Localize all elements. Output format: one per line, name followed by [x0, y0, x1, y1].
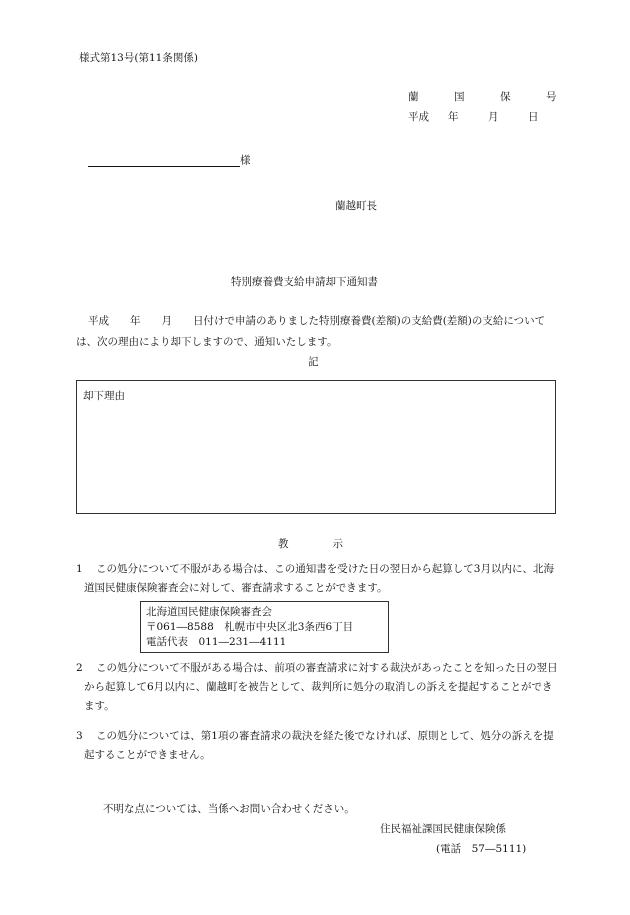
- kyoji-heading: 教示: [278, 538, 387, 550]
- review-board-name: 北海道国民健康保険審査会: [146, 606, 272, 618]
- item-text: この処分については、第1項の審査請求の裁決を経た後でなければ、原則として、処分の訴えを提起することができません。: [84, 730, 554, 761]
- item-text: この処分について不服がある場合は、この通知書を受けた日の翌日から起算して3月以内に、北海道国民健康保険審査会に対して、審査請求することができます。: [84, 563, 554, 594]
- ref-date-part: 日: [528, 111, 539, 123]
- instruction-item: [76, 727, 560, 765]
- ref-number-part: 保: [500, 91, 511, 103]
- review-board-box: [140, 601, 389, 653]
- department-name: 住民福祉課国民健康保険係: [380, 823, 506, 835]
- body-paragraph: 平成 年 月 日付けで申請のありました特別療養費(差額)の支給費(差額)の支給については、次の理由により却下しますので、通知いたします。: [76, 315, 546, 348]
- contact-phone: (電話 57―5111): [436, 843, 527, 855]
- addressee-blank-line: [88, 154, 240, 167]
- instruction-item: [76, 659, 560, 716]
- ref-date-part: 平成: [408, 111, 429, 123]
- instruction-item: [76, 560, 560, 598]
- addressee-suffix: 様: [240, 154, 251, 167]
- review-board-phone: 電話代表 011―231―4111: [146, 636, 287, 648]
- item-number: 1: [76, 563, 83, 575]
- ref-number-part: 国: [454, 91, 465, 103]
- review-board-address: 〒061―8588 札幌市中央区北3条西6丁目: [146, 621, 354, 633]
- sender: 蘭越町長: [335, 200, 377, 212]
- closing-note: 不明な点については、当係へお問い合わせください。: [103, 803, 355, 815]
- addressee: [88, 154, 251, 167]
- ki-heading: 記: [308, 356, 319, 368]
- ref-date-part: 月: [488, 111, 499, 123]
- rejection-reason-box: [76, 380, 556, 514]
- item-number: 3: [76, 730, 83, 742]
- reason-label: 却下理由: [83, 390, 125, 402]
- ref-date-part: 年: [448, 111, 459, 123]
- ref-number-part: 号: [546, 91, 557, 103]
- form-number: 様式第13号(第11条関係): [79, 52, 198, 64]
- document-title: 特別療養費支給申請却下通知書: [231, 276, 378, 288]
- reference-date: [408, 111, 568, 124]
- ref-number-part: 蘭: [408, 91, 419, 103]
- reference-number: [408, 91, 592, 104]
- item-text: この処分について不服がある場合は、前項の審査請求に対する裁決があったことを知った日の翌日から起算して6月以内に、蘭越町を被告として、裁判所に処分の取消しの訴えを提起することができます。: [84, 662, 558, 712]
- item-number: 2: [76, 662, 83, 674]
